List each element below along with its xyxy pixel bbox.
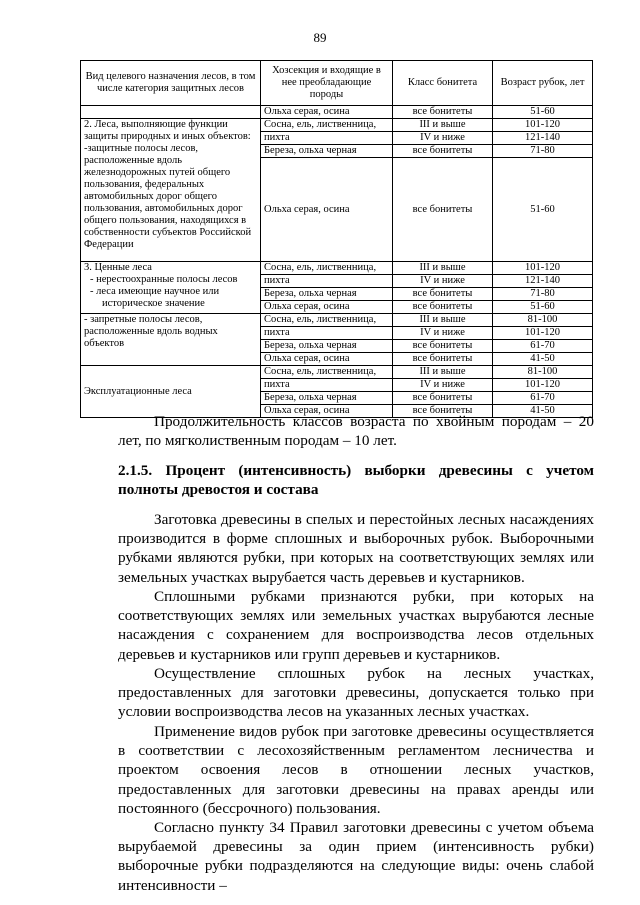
class-cell: все бонитеты: [393, 392, 493, 405]
age-cell: 81-100: [493, 314, 593, 327]
class-cell: все бонитеты: [393, 106, 493, 119]
species-cell: пихта: [261, 132, 393, 145]
heading-line: полноты древостоя и состава: [118, 481, 319, 499]
paragraph-clear-cutting: Сплошными рубками признаются рубки, при которых на соответствующих землях или земельных участках вырубаются лесные насаждения с сохранением для воспроизводства лесов отдельных деревьев и кустарников или групп деревьев и кустарников.: [118, 588, 594, 663]
class-cell: III и выше: [393, 314, 493, 327]
section-heading: [118, 461, 594, 499]
class-cell: III и выше: [393, 366, 493, 379]
species-cell: пихта: [261, 327, 393, 340]
species-cell: пихта: [261, 275, 393, 288]
class-cell: все бонитеты: [393, 288, 493, 301]
paragraph-age-class-duration: Продолжительность классов возраста по хвойным породам – 20 лет, по мягколиственным породам – 10 лет.: [118, 413, 594, 450]
header-cutting-age: Возраст рубок, лет: [493, 61, 593, 106]
age-cell: 71-80: [493, 288, 593, 301]
species-cell: Береза, ольха черная: [261, 340, 393, 353]
age-cell: 41-50: [493, 353, 593, 366]
species-cell: Ольха серая, осина: [261, 158, 393, 262]
species-cell: Ольха серая, осина: [261, 106, 393, 119]
table-row: [81, 262, 593, 275]
purpose-line: 3. Ценные леса: [84, 262, 152, 273]
species-cell: Ольха серая, осина: [261, 405, 393, 418]
table-row: [81, 366, 593, 379]
age-cell: 121-140: [493, 275, 593, 288]
table-row: [81, 119, 593, 132]
age-cell: 81-100: [493, 366, 593, 379]
purpose-line: историческое значение: [102, 298, 205, 309]
heading-line: 2.1.5. Процент (интенсивность) выборки древесины с учетом: [118, 462, 594, 479]
age-cell: 71-80: [493, 145, 593, 158]
species-cell: Сосна, ель, лиственница,: [261, 314, 393, 327]
table-row: [81, 106, 593, 119]
header-species-section: Хозсекция и входящие в нее преобладающие породы: [261, 61, 393, 106]
class-cell: IV и ниже: [393, 379, 493, 392]
class-cell: все бонитеты: [393, 145, 493, 158]
species-cell: Береза, ольха черная: [261, 288, 393, 301]
age-cell: 51-60: [493, 301, 593, 314]
class-cell: III и выше: [393, 262, 493, 275]
purpose-cell-exploitation: Эксплуатационные леса: [81, 366, 261, 418]
species-cell: Сосна, ель, лиственница,: [261, 119, 393, 132]
species-cell: Сосна, ель, лиственница,: [261, 366, 393, 379]
table-header-row: [81, 61, 593, 106]
class-cell: все бонитеты: [393, 405, 493, 418]
paragraph-reforestation-condition: Осуществление сплошных рубок на лесных участках, предоставленных для заготовки древесины, допускается только при условии воспроизводства лесов на указанных лесных участках.: [118, 665, 594, 721]
age-cell: 101-120: [493, 379, 593, 392]
purpose-cell-empty: [81, 106, 261, 119]
purpose-line: - леса имеющие научное или: [90, 286, 220, 297]
class-cell: IV и ниже: [393, 132, 493, 145]
age-cell: 101-120: [493, 119, 593, 132]
paragraph-selective-cutting: Заготовка древесины в спелых и перестойных лесных насаждениях производится в форме сплошных и выборочных рубок. Выборочными рубками являются рубки, при которых на соответствующих землях или земельных участках вырубается часть деревьев и кустарников.: [118, 511, 594, 586]
class-cell: IV и ниже: [393, 327, 493, 340]
purpose-line: - нерестоохранные полосы лесов: [90, 274, 238, 285]
age-cell: 101-120: [493, 262, 593, 275]
page-number: 89: [313, 30, 327, 45]
species-cell: пихта: [261, 379, 393, 392]
age-cell: 101-120: [493, 327, 593, 340]
age-cell: 61-70: [493, 392, 593, 405]
cutting-age-table: [80, 60, 593, 418]
species-cell: Сосна, ель, лиственница,: [261, 262, 393, 275]
header-site-class: Класс бонитета: [393, 61, 493, 106]
species-cell: Береза, ольха черная: [261, 392, 393, 405]
purpose-cell-protective: 2. Леса, выполняющие функции защиты природных и иных объектов: -защитные полосы лесов, расположенные вдоль железнодорожных путей общего пользования, федеральных автомобильных дорог общего пользования, автомобильных дорог общего пользования, находящихся в собственности субъектов Российской Федерации: [81, 119, 261, 262]
species-cell: Ольха серая, осина: [261, 353, 393, 366]
purpose-cell-prohibited-strips: - запретные полосы лесов, расположенные вдоль водных объектов: [81, 314, 261, 366]
purpose-cell-valuable: [81, 262, 261, 314]
paragraph-regulations: Применение видов рубок при заготовке древесины осуществляется в соответствии с лесохозяйственным регламентом лесничества и проектом освоения лесов в отношении лесных участков, предоставленных для заготовки древесины на правах аренды или постоянного (бессрочного) пользования.: [118, 723, 594, 817]
table-row: [81, 314, 593, 327]
class-cell: все бонитеты: [393, 301, 493, 314]
class-cell: все бонитеты: [393, 353, 493, 366]
class-cell: все бонитеты: [393, 340, 493, 353]
paragraph-intensity: Согласно пункту 34 Правил заготовки древесины с учетом объема вырубаемой древесины за один прием (интенсивность рубки) выборочные рубки подразделяются на следующие виды: очень слабой интенсивности –: [118, 819, 594, 894]
age-cell: 61-70: [493, 340, 593, 353]
age-cell: 121-140: [493, 132, 593, 145]
class-cell: все бонитеты: [393, 158, 493, 262]
species-cell: Ольха серая, осина: [261, 301, 393, 314]
class-cell: III и выше: [393, 119, 493, 132]
age-cell: 51-60: [493, 106, 593, 119]
header-forest-purpose: Вид целевого назначения лесов, в том числе категория защитных лесов: [81, 61, 261, 106]
age-cell: 41-50: [493, 405, 593, 418]
species-cell: Береза, ольха черная: [261, 145, 393, 158]
class-cell: IV и ниже: [393, 275, 493, 288]
age-cell: 51-60: [493, 158, 593, 262]
